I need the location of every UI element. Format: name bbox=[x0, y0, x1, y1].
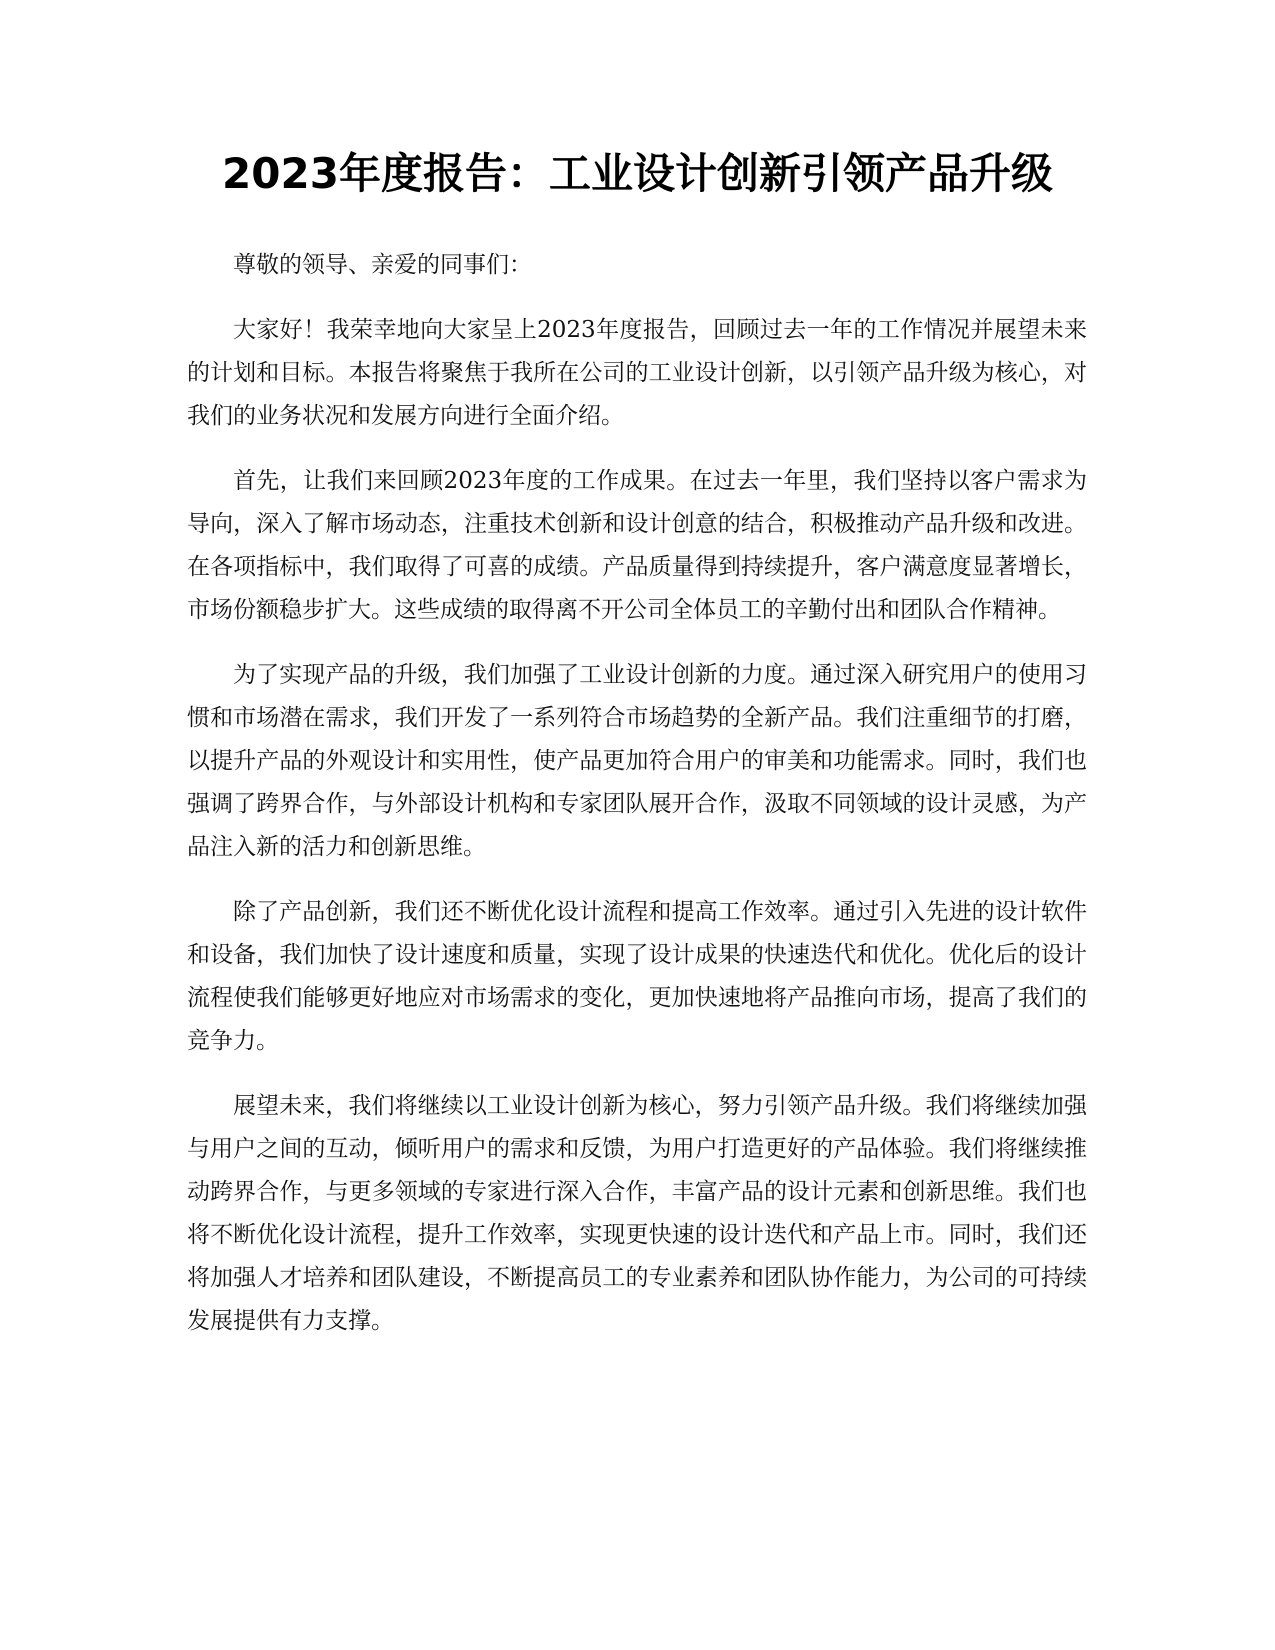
salutation: 尊敬的领导、亲爱的同事们： bbox=[233, 252, 532, 278]
document-body bbox=[187, 244, 1087, 1365]
paragraph-outlook: 展望未来，我们将继续以工业设计创新为核心，努力引领产品升级。我们将继续加强与用户之间的互动，倾听用户的需求和反馈，为用户打造更好的产品体验。我们将继续推动跨界合作，与更多领域的专家进行深入合作，丰富产品的设计元素和创新思维。我们也将不断优化设计流程，提升工作效率，实现更快速的设计迭代和产品上市。同时，我们还将加强人才培养和团队建设，不断提高员工的专业素养和团队协作能力，为公司的可持续发展提供有力支撑。 bbox=[187, 1093, 1087, 1334]
paragraph-intro: 大家好！我荣幸地向大家呈上2023年度报告，回顾过去一年的工作情况并展望未来的计划和目标。本报告将聚焦于我所在公司的工业设计创新，以引领产品升级为核心，对我们的业务状况和发展方向进行全面介绍。 bbox=[187, 317, 1087, 429]
paragraph-achievements: 首先，让我们来回顾2023年度的工作成果。在过去一年里，我们坚持以客户需求为导向，深入了解市场动态，注重技术创新和设计创意的结合，积极推动产品升级和改进。在各项指标中，我们取得了可喜的成绩。产品质量得到持续提升，客户满意度显著增长，市场份额稳步扩大。这些成绩的取得离不开公司全体员工的辛勤付出和团队合作精神。 bbox=[187, 468, 1087, 623]
paragraph-process-optimization: 除了产品创新，我们还不断优化设计流程和提高工作效率。通过引入先进的设计软件和设备，我们加快了设计速度和质量，实现了设计成果的快速迭代和优化。优化后的设计流程使我们能够更好地应对市场需求的变化，更加快速地将产品推向市场，提高了我们的竞争力。 bbox=[187, 899, 1087, 1054]
paragraph-design-innovation: 为了实现产品的升级，我们加强了工业设计创新的力度。通过深入研究用户的使用习惯和市场潜在需求，我们开发了一系列符合市场趋势的全新产品。我们注重细节的打磨，以提升产品的外观设计和实用性，使产品更加符合用户的审美和功能需求。同时，我们也强调了跨界合作，与外部设计机构和专家团队展开合作，汲取不同领域的设计灵感，为产品注入新的活力和创新思维。 bbox=[187, 662, 1087, 860]
document-title: 2023年度报告：工业设计创新引领产品升级 bbox=[222, 149, 1053, 198]
